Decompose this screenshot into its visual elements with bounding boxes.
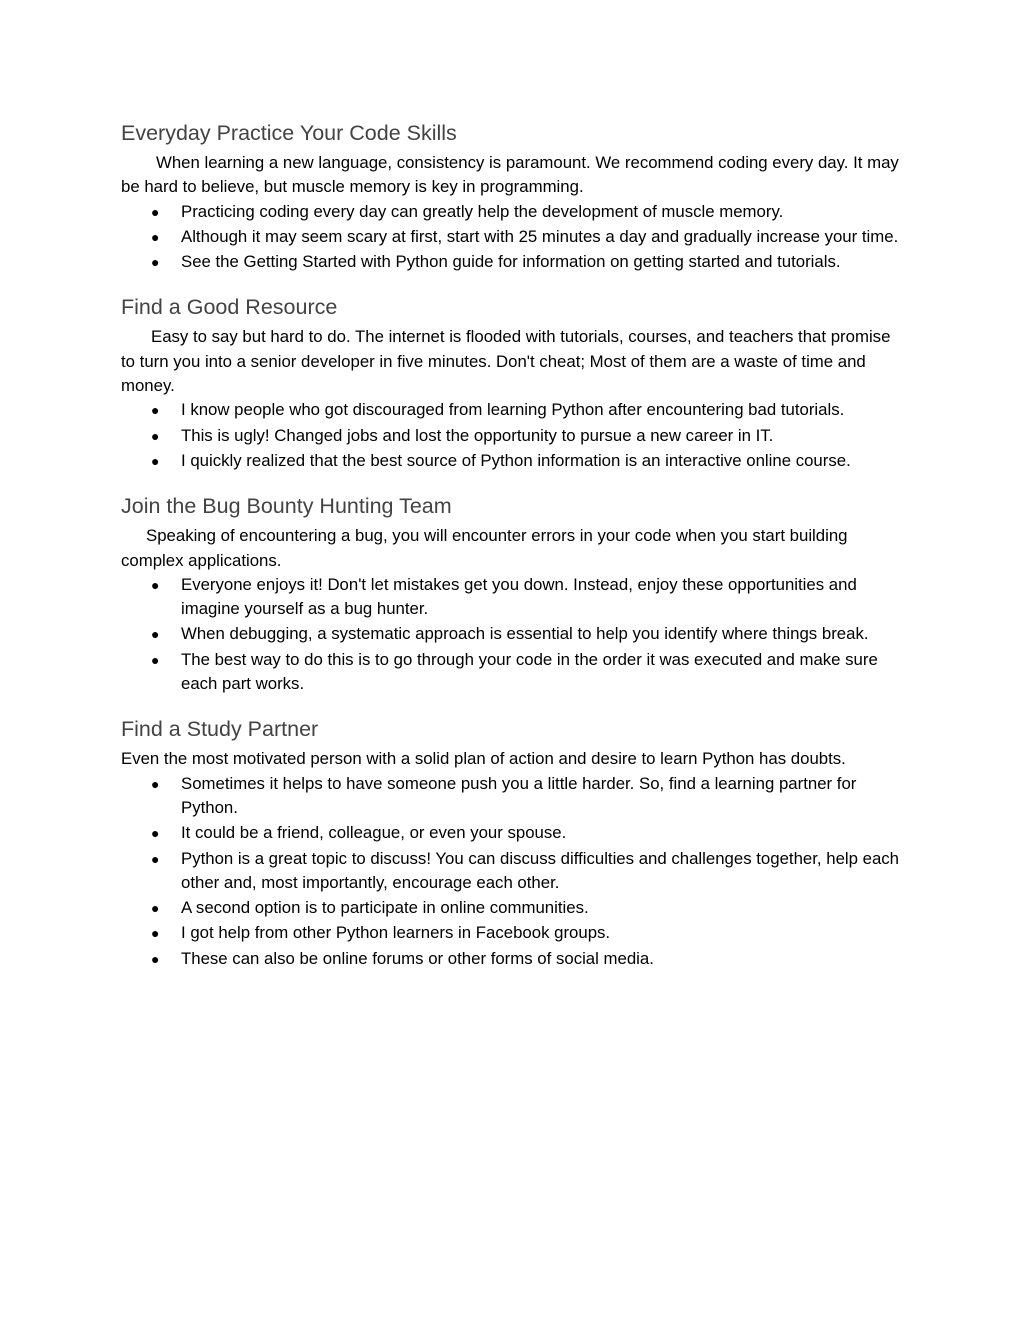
list-item-text: Everyone enjoys it! Don't let mistakes get you down. Instead, enjoy these opportunities and imagine yourself as a bug hunter. xyxy=(181,574,857,619)
list-item-text: When debugging, a systematic approach is essential to help you identify where things break. xyxy=(181,624,869,644)
list-item-text: I quickly realized that the best source of Python information is an interactive online course. xyxy=(181,450,851,470)
list-item-text: Practicing coding every day can greatly help the development of muscle memory. xyxy=(181,201,784,221)
bullet-list xyxy=(121,573,901,696)
list-item-text: This is ugly! Changed jobs and lost the opportunity to pursue a new career in IT. xyxy=(181,425,774,445)
bullet-icon: ● xyxy=(151,825,160,842)
bullet-icon: ● xyxy=(151,950,160,967)
list-item-text: Sometimes it helps to have someone push you a little harder. So, find a learning partner for Python. xyxy=(181,773,857,817)
list-item xyxy=(121,921,901,945)
section-good-resource xyxy=(121,292,901,473)
bullet-list xyxy=(121,398,901,473)
list-item-text: Python is a great topic to discuss! You can discuss difficulties and challenges together, help each other and, most importantly, encourage each other. xyxy=(181,848,900,892)
list-item-text: It could be a friend, colleague, or even your spouse. xyxy=(181,823,567,843)
list-item xyxy=(121,424,901,448)
list-item xyxy=(121,398,901,422)
bullet-icon: ● xyxy=(151,850,160,867)
section-heading: Everyday Practice Your Code Skills xyxy=(121,121,457,145)
list-item xyxy=(121,896,901,920)
section-intro: Even the most motivated person with a solid plan of action and desire to learn Python has doubts. xyxy=(121,749,846,769)
list-item xyxy=(121,250,901,274)
section-intro: Speaking of encountering a bug, you will encounter errors in your code when you start building complex applications. xyxy=(121,526,848,570)
section-intro: When learning a new language, consistency is paramount. We recommend coding every day. It may be hard to believe, but muscle memory is key in programming. xyxy=(121,153,899,197)
bullet-icon: ● xyxy=(151,203,160,220)
bullet-icon: ● xyxy=(151,402,160,419)
bullet-icon: ● xyxy=(151,775,160,792)
list-item xyxy=(121,622,901,646)
bullet-icon: ● xyxy=(151,651,160,668)
list-item-text: Although it may seem scary at first, start with 25 minutes a day and gradually increase your time. xyxy=(181,226,899,246)
list-item xyxy=(121,200,901,224)
list-item-text: See the Getting Started with Python guide for information on getting started and tutorials. xyxy=(181,252,841,272)
list-item-text: The best way to do this is to go through your code in the order it was executed and make sure each part works. xyxy=(181,649,878,694)
list-item xyxy=(121,772,901,821)
list-item xyxy=(121,847,901,896)
section-heading: Find a Good Resource xyxy=(121,295,338,320)
list-item xyxy=(121,947,901,971)
section-everyday-practice xyxy=(121,118,901,274)
list-item xyxy=(121,225,901,249)
section-study-partner xyxy=(121,714,901,971)
bullet-icon: ● xyxy=(151,900,160,917)
list-item-text: These can also be online forums or other forms of social media. xyxy=(181,948,654,968)
section-intro: Easy to say but hard to do. The internet is flooded with tutorials, courses, and teachers that promise to turn you into a senior developer in five minutes. Don't cheat; Most of them are a waste of time and money. xyxy=(121,327,891,396)
list-item-text: I got help from other Python learners in Facebook groups. xyxy=(181,923,611,943)
list-item xyxy=(121,573,901,622)
section-bug-bounty xyxy=(121,491,901,696)
list-item-text: I know people who got discouraged from learning Python after encountering bad tutorials. xyxy=(181,400,845,420)
list-item-text: A second option is to participate in online communities. xyxy=(181,898,589,918)
bullet-icon: ● xyxy=(151,427,160,444)
bullet-icon: ● xyxy=(151,626,160,643)
bullet-icon: ● xyxy=(151,254,160,271)
bullet-icon: ● xyxy=(151,576,160,593)
bullet-list xyxy=(121,200,901,275)
bullet-icon: ● xyxy=(151,452,160,469)
list-item xyxy=(121,821,901,845)
list-item xyxy=(121,449,901,473)
section-heading: Find a Study Partner xyxy=(121,717,319,742)
list-item xyxy=(121,648,901,697)
document-page xyxy=(121,118,901,972)
bullet-icon: ● xyxy=(151,228,160,245)
bullet-icon: ● xyxy=(151,925,160,942)
bullet-list xyxy=(121,772,901,971)
section-heading: Join the Bug Bounty Hunting Team xyxy=(121,494,452,519)
